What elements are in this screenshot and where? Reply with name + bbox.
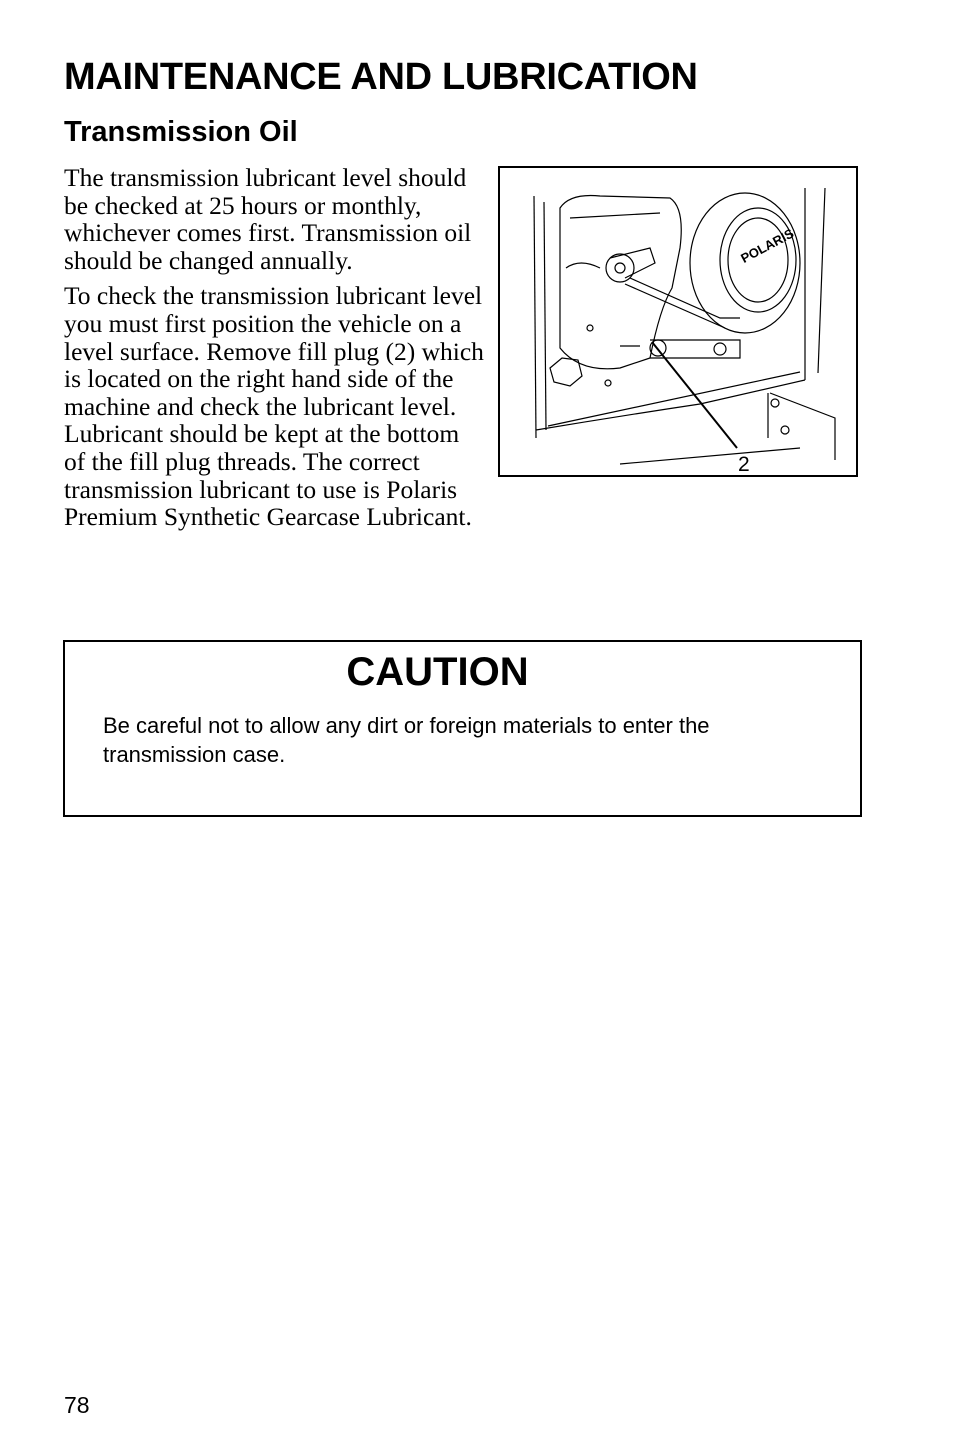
page-number: 78 (64, 1392, 90, 1418)
engine-drawing (500, 168, 856, 475)
paragraph: To check the transmission lubricant level you must first position the vehicle on a level surface. Remove fill plug (2) which is located on the right hand side of the machine and check the lubricant level. Lubricant should be kept at the bottom of the fill plug threads. The correct transmission lubricant to use is Polaris Premium Synthetic Gearcase Lubricant. (64, 281, 484, 532)
section-heading: Transmission Oil (64, 116, 298, 148)
caution-title: CAUTION (346, 650, 529, 694)
transmission-illustration (498, 166, 858, 477)
polaris-logo: POLARIS (738, 225, 797, 266)
page-title: MAINTENANCE AND LUBRICATION (64, 56, 698, 98)
paragraph: The transmission lubricant level should be checked at 25 hours or monthly, whichever comes first. Transmission oil should be changed annually. (64, 163, 472, 275)
caution-text: Be careful not to allow any dirt or foreign materials to enter the transmission case. (103, 713, 710, 767)
callout-label: 2 (738, 453, 750, 476)
caution-box (63, 640, 862, 817)
body-text (64, 164, 484, 539)
